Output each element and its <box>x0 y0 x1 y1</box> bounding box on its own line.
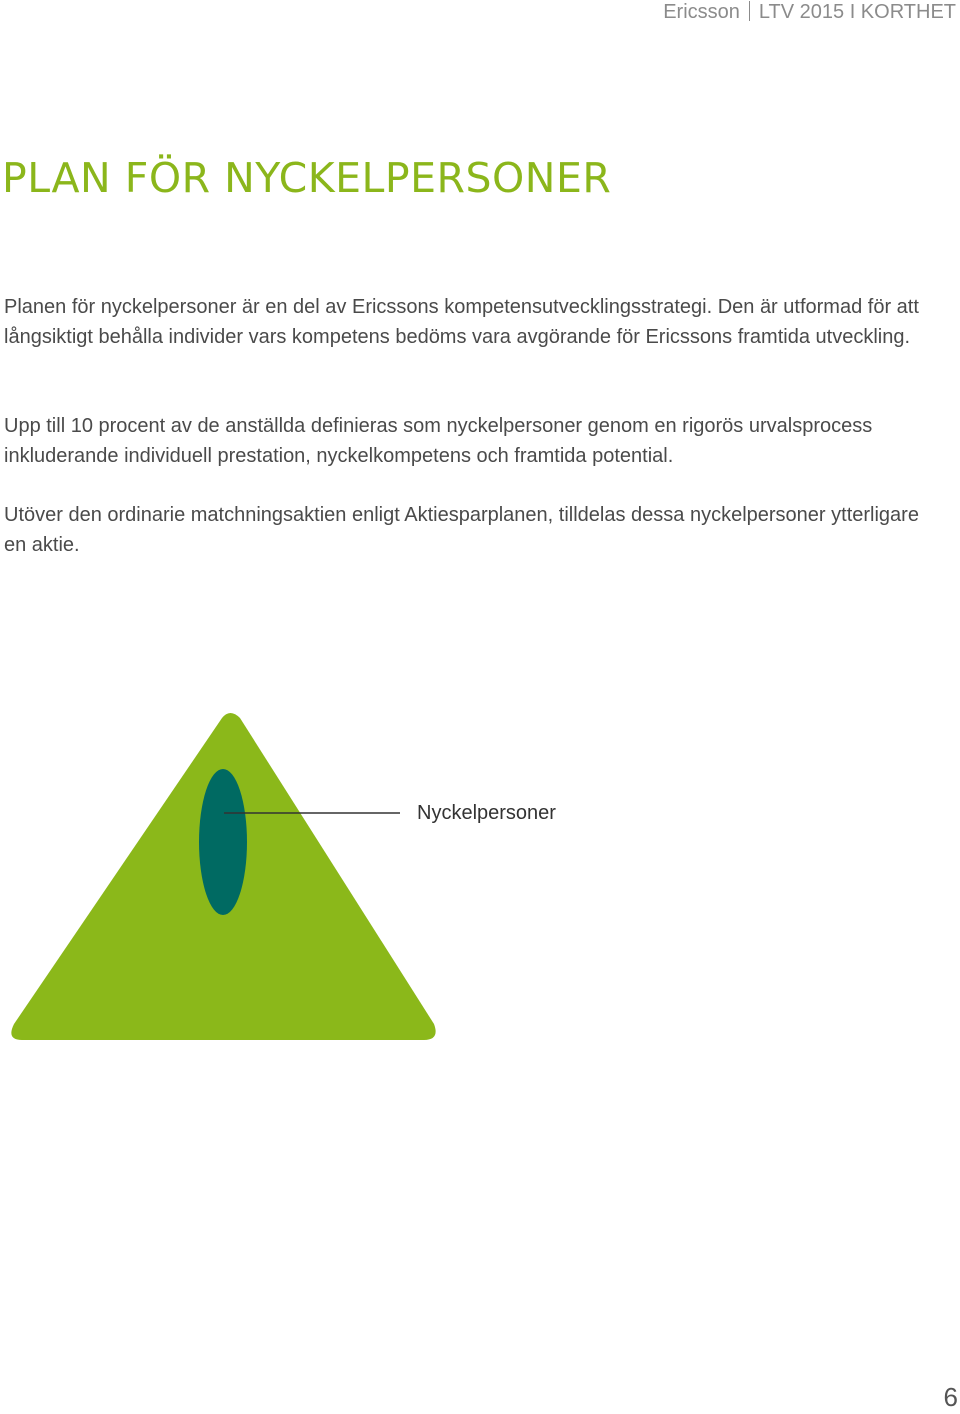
key-personnel-diagram <box>0 700 960 1060</box>
page-header <box>663 0 956 24</box>
header-subtitle: LTV 2015 I KORTHET <box>758 1 956 23</box>
page-title: PLAN FÖR NYCKELPERSONER <box>2 154 612 202</box>
key-personnel-label: Nyckelpersoner <box>417 802 556 824</box>
header-company: Ericsson <box>663 1 740 23</box>
page-number: 6 <box>943 1382 958 1412</box>
intro-paragraph: Planen för nyckelpersoner är en del av Ericssons kompetensutvecklingsstrategi. Den är utformad för att långsiktigt behålla individer vars kompetens bedöms vara avgörande för Ericssons framtida utveckling. <box>4 296 919 348</box>
share-paragraph: Utöver den ordinarie matchningsaktien enligt Aktiesparplanen, tilldelas dessa nyckelpersoner ytterligare en aktie. <box>4 504 919 556</box>
header-separator <box>749 1 750 21</box>
selection-paragraph: Upp till 10 procent av de anställda definieras som nyckelpersoner genom en rigorös urvalsprocess inkluderande individuell prestation, nyckelkompetens och framtida potential. <box>4 415 873 467</box>
key-personnel-ellipse <box>199 769 247 915</box>
